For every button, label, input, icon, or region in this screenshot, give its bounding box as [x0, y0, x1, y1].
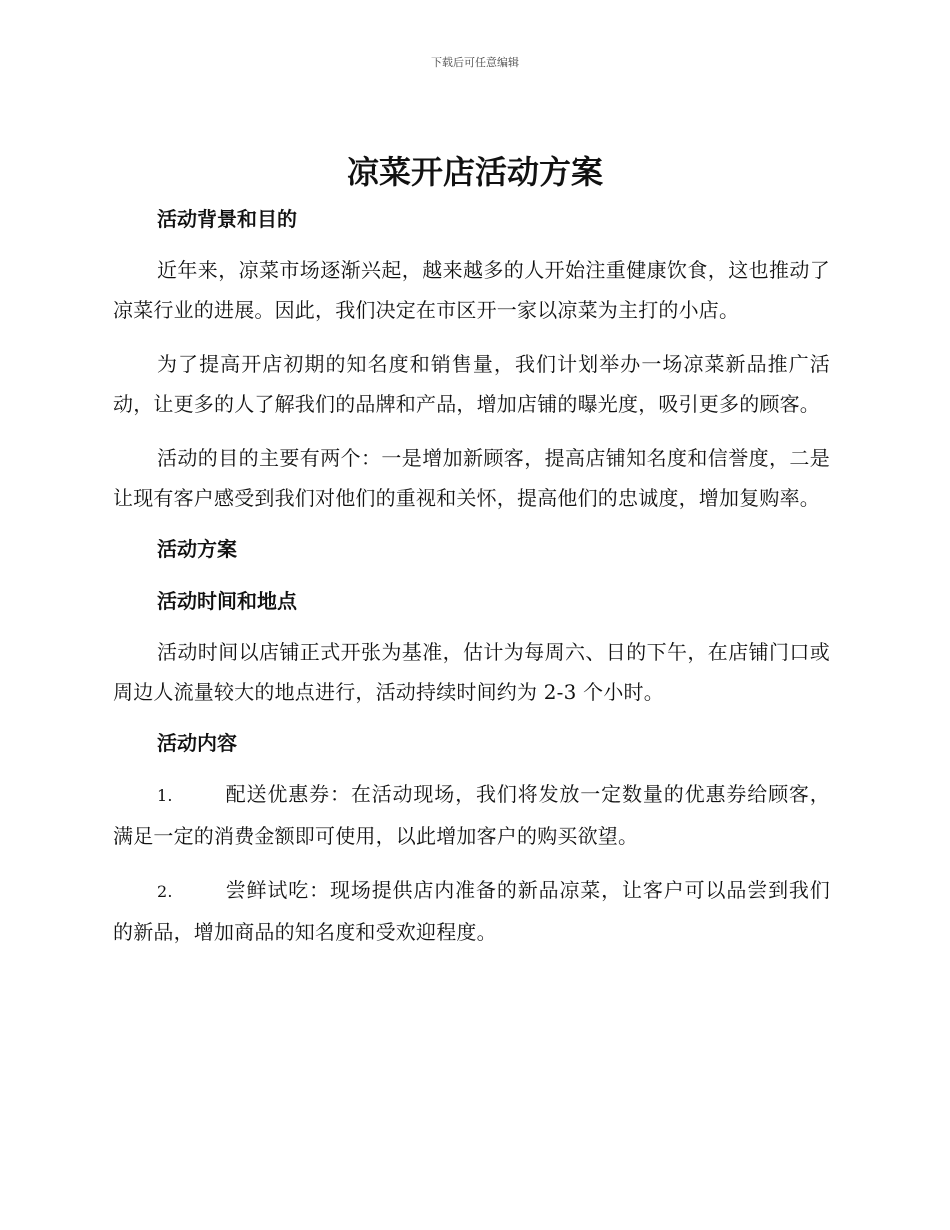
document-body [113, 202, 830, 952]
section-heading-content: 活动内容 [157, 731, 237, 755]
paragraph: 为了提高开店初期的知名度和销售量，我们计划举办一场凉菜新品推广活动，让更多的人了解我们的品牌和产品，增加店铺的曝光度，吸引更多的顾客。 [113, 352, 830, 416]
section-heading-time-location: 活动时间和地点 [157, 589, 297, 613]
list-item [113, 774, 830, 856]
list-number: 1. [157, 786, 173, 805]
document-title: 凉菜开店活动方案 [346, 153, 603, 191]
paragraph: 活动的目的主要有两个：一是增加新顾客，提高店铺知名度和信誉度，二是让现有客户感受到我们对他们的重视和关怀，提高他们的忠诚度，增加复购率。 [113, 446, 830, 510]
page-header-note: 下载后可任意编辑 [431, 56, 519, 69]
list-item-text: 配送优惠券：在活动现场，我们将发放一定数量的优惠券给顾客，满足一定的消费金额即可使用，以此增加客户的购买欲望。 [113, 782, 830, 848]
list-item-text: 尝鲜试吃：现场提供店内准备的新品凉菜，让客户可以品尝到我们的新品，增加商品的知名度和受欢迎程度。 [113, 878, 830, 944]
list-item [113, 870, 830, 952]
paragraph: 近年来，凉菜市场逐渐兴起，越来越多的人开始注重健康饮食，这也推动了凉菜行业的进展。因此，我们决定在市区开一家以凉菜为主打的小店。 [113, 258, 830, 322]
section-heading-plan: 活动方案 [157, 537, 237, 561]
paragraph: 活动时间以店铺正式开张为基准，估计为每周六、日的下午，在店铺门口或周边人流量较大的地点进行，活动持续时间约为 2-3 个小时。 [113, 640, 830, 704]
list-number: 2. [157, 882, 173, 901]
section-heading-background: 活动背景和目的 [157, 207, 297, 231]
